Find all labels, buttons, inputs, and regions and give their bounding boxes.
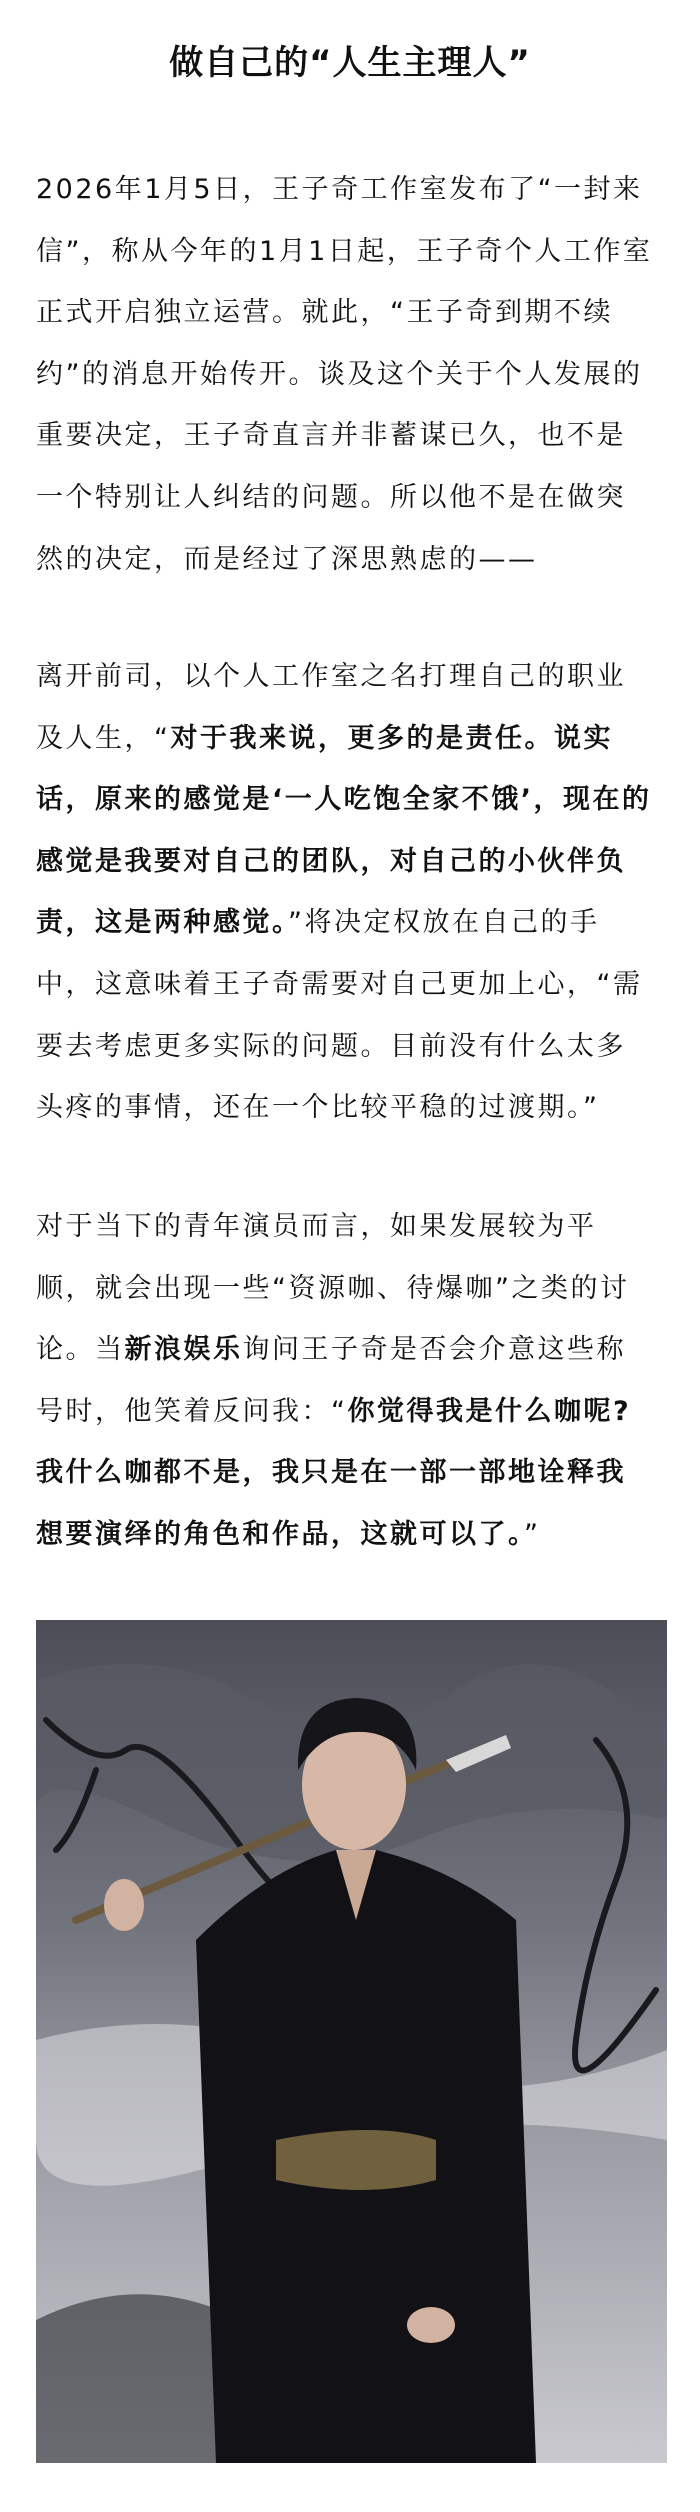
text-line: [36, 646, 664, 708]
body-text: 论。当: [36, 1334, 125, 1366]
text-line: [36, 1381, 664, 1443]
text-line: [36, 344, 664, 406]
body-text: 要去考虑更多实际的问题。目前没有什么太多: [36, 1030, 626, 1062]
paragraph-1: [36, 159, 664, 590]
text-line: [36, 529, 664, 591]
body-text: 2026年1月5日，王子奇工作室发布了“一封来: [36, 174, 643, 205]
body-text: 顺，就会出现一些“资源咖、待爆咖”之类的讨: [36, 1272, 630, 1304]
bold-quote-text: 你觉得我是什么咖呢?: [347, 1395, 632, 1427]
bold-quote-text: 新浪娱乐: [124, 1334, 243, 1366]
paragraph-2: [36, 646, 664, 1139]
text-line: [36, 1319, 664, 1381]
text-line: [36, 1504, 664, 1566]
bold-quote-text: 想要演绎的角色和作品，这就可以了。: [36, 1518, 524, 1550]
text-line: [36, 1258, 664, 1320]
body-text: 中，这意味着王子奇需要对自己更加上心，“需: [36, 968, 643, 1000]
body-text: 对于当下的青年演员而言，如果发展较为平: [36, 1211, 597, 1242]
body-text: 正式开启独立运营。就此，“王子奇到期不续: [36, 297, 613, 329]
text-line: [36, 159, 664, 221]
body-text: ”: [524, 1518, 541, 1550]
text-line: [36, 1077, 664, 1139]
bold-quote-text: 话，原来的感觉是‘一人吃饱全家不饿’，现在的: [36, 784, 652, 816]
body-text: 约”的消息开始传开。谈及这个关于个人发展的: [36, 358, 643, 390]
paragraph-3: [36, 1196, 664, 1566]
bold-quote-text: 责，这是两种感觉。: [36, 907, 288, 939]
body-text: ”将决定权放在自己的手: [288, 907, 600, 939]
body-text: 离开前司，以个人工作室之名打理自己的职业: [36, 661, 626, 692]
body-text: 询问王子奇是否会介意这些称: [242, 1334, 626, 1366]
article-title: 做自己的“人生主理人”: [169, 43, 531, 83]
article-photo: [36, 1620, 667, 2463]
text-line: [36, 405, 664, 467]
text-line: [36, 221, 664, 283]
text-line: [36, 282, 664, 344]
text-line: [36, 954, 664, 1016]
body-text: 重要决定，王子奇直言并非蓄谋已久，也不是: [36, 420, 626, 452]
body-text: 及人生，“: [36, 722, 171, 754]
text-line: [36, 1016, 664, 1078]
bold-quote-text: 对于我来说，更多的是责任。说实: [170, 722, 613, 754]
text-line: [36, 1442, 664, 1504]
body-text: 然的决定，而是经过了深思熟虑的——: [36, 543, 538, 575]
bold-quote-text: 我什么咖都不是，我只是在一部一部地诠释我: [36, 1457, 626, 1489]
text-line: [36, 892, 664, 954]
body-text: 一个特别让人纠结的问题。所以他不是在做突: [36, 481, 626, 513]
text-line: [36, 708, 664, 770]
text-line: [36, 1196, 664, 1258]
body-text: 号时，他笑着反问我：“: [36, 1395, 348, 1427]
text-line: [36, 467, 664, 529]
bold-quote-text: 感觉是我要对自己的团队，对自己的小伙伴负: [36, 845, 626, 877]
text-line: [36, 769, 664, 831]
text-line: [36, 831, 664, 893]
body-text: 头疼的事情，还在一个比较平稳的过渡期。”: [36, 1092, 600, 1124]
body-text: 信”，称从今年的1月1日起，王子奇个人工作室: [36, 235, 653, 267]
